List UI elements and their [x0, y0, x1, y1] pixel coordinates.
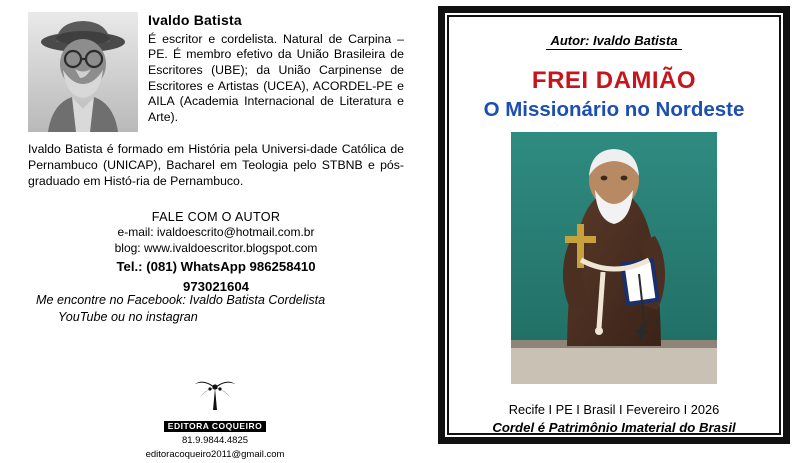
author-name: Ivaldo Batista: [148, 12, 242, 28]
author-bio-second: Ivaldo Batista é formado em História pela Universi-dade Católica de Pernambuco (UNICAP), Bacharel em Teologia pelo STBNB e pós-graduado em Histó-ria de Pernambuco.: [28, 142, 404, 188]
contact-phone-secondary: 973021604: [182, 278, 249, 294]
cover-footer-place-date: Recife I PE I Brasil I Fevereiro I 2026: [508, 402, 720, 417]
frei-damiao-statue-icon: [511, 132, 717, 384]
contact-phone: Tel.: (081) WhatsApp 986258410: [116, 259, 316, 275]
cover-title-primary: FREI DAMIÃO: [531, 67, 697, 94]
coconut-tree-logo-icon: [193, 376, 237, 410]
author-text-block: [148, 12, 404, 132]
front-cover-panel: [438, 6, 790, 444]
cover-footer-heritage: Cordel é Patrimônio Imaterial do Brasil: [492, 420, 736, 435]
cover-photo: [511, 132, 717, 384]
contact-block: [28, 210, 404, 295]
author-photo: [28, 12, 138, 132]
publisher-email[interactable]: editoracoqueiro2011@gmail.com: [145, 449, 285, 461]
publisher-phone: 81.9.9844.4825: [181, 435, 249, 446]
contact-email[interactable]: e-mail: ivaldoescrito@hotmail.com.br: [117, 225, 315, 239]
cover-author-label: Autor: Ivaldo Batista: [546, 33, 681, 50]
social-facebook: Me encontre no Facebook: Ivaldo Batista Cordelista: [36, 293, 326, 307]
cover-content: [452, 20, 776, 430]
author-block: [28, 12, 404, 132]
author-portrait-icon: [28, 12, 138, 132]
contact-title: FALE COM O AUTOR: [151, 210, 281, 224]
contact-blog[interactable]: blog: www.ivaldoescritor.blogspot.com: [114, 241, 318, 256]
social-youtube-instagram: YouTube ou no instagran: [58, 310, 198, 324]
social-block: [36, 292, 412, 326]
author-bio: É escritor e cordelista. Natural de Carpina – PE. É membro efetivo da União Brasileira de Escritores (UBE); da União Carpinense de Escritores e Artistas (UCEA), ACORDEL-PE e AILA (Academia Internacional de Literatura e Arte).: [148, 31, 404, 124]
publisher-name: EDITORA COQUEIRO: [164, 421, 266, 432]
cover-footer: [438, 402, 790, 435]
cover-title-subtitle: O Missionário no Nordeste: [483, 98, 745, 121]
